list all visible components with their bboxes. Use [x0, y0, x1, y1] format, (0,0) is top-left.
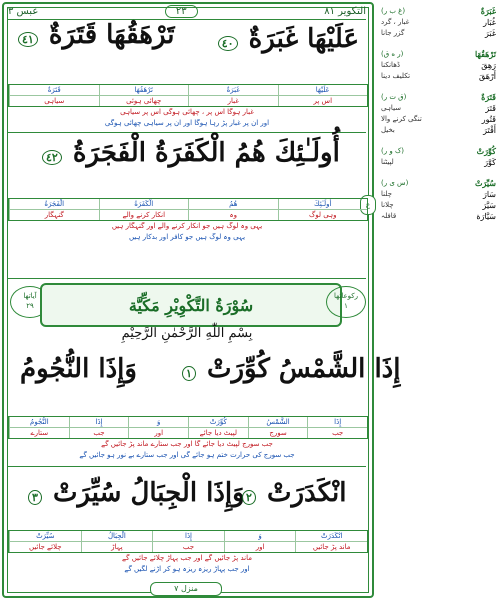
word-urdu: لپیٹ دیا جائے: [188, 428, 248, 438]
translation-literal: غبار ہوگا اس پر ، چھائی ہوگی اس پر سیاہی: [120, 108, 254, 116]
word-grid-3: [8, 416, 368, 439]
ayah-text: وَإِذَا الْجِبَالُ سُیِّرَتْ: [52, 478, 245, 508]
glossary-row: [381, 125, 496, 136]
glossary-meaning: بخیل: [381, 126, 395, 134]
glossary-root-row: [381, 6, 496, 17]
word-arabic: تَرْهَقُهَا: [99, 85, 189, 96]
ruku-count-badge: [326, 286, 366, 318]
ayah-line-1: [216, 24, 359, 54]
word-arabic: إِذَا: [69, 417, 129, 428]
glossary-meaning: گزر جانا: [381, 29, 405, 37]
glossary-meaning: (س ی ر): [381, 179, 409, 187]
ruku-value: ١: [344, 302, 348, 310]
glossary-row: [381, 211, 496, 222]
word-arabic: وَ: [224, 531, 296, 542]
ayah-text: انْكَدَرَتْ: [266, 478, 347, 508]
glossary-word: سَیَّرَ: [482, 201, 496, 210]
word-arabic: النُّجُومُ: [9, 417, 69, 428]
glossary-word: كَوَّرَ: [484, 158, 496, 167]
glossary-root-row: [381, 49, 496, 60]
word-urdu: وہی لوگ: [278, 210, 368, 220]
word-urdu: اور: [128, 428, 188, 438]
translation-literal: ماند پڑ جائیں گے اور جب پہاڑ چلائے جائیں گے: [122, 554, 252, 562]
word-urdu: سیاہی: [9, 96, 99, 106]
divider: [8, 132, 366, 133]
word-arabic: إِذَا: [152, 531, 224, 542]
glossary-word: أَقْتَرَ: [483, 126, 496, 135]
word-arabic: سُیِّرَتْ: [9, 531, 81, 542]
header-left: عبس ٣: [8, 5, 39, 17]
word-arabic: وَ: [128, 417, 188, 428]
glossary-meaning: ڈھانکنا: [381, 61, 401, 69]
glossary-row: [381, 17, 496, 28]
word-grid-4: [8, 530, 368, 553]
ruku-label: رکوعاتھا: [334, 292, 358, 300]
word-urdu: ماند پڑ جائیں: [295, 542, 367, 552]
glossary: [381, 6, 496, 222]
ayah-text: عَلَیْهَا غَبَرَةٌ: [248, 24, 359, 54]
word-urdu: اس پر: [278, 96, 368, 106]
surah-title: سُوْرَةُ التَّكْوِیْرِ مَكِّیَّة: [128, 295, 254, 315]
ayah-line-3: [20, 354, 137, 384]
word-arabic: الْفَجَرَةُ: [9, 199, 99, 210]
word-arabic: الْكَفَرَةُ: [99, 199, 189, 210]
ayah-line-3b: [180, 354, 400, 384]
translation-idiomatic: اور ان پر غبار پڑ رہا ہوگا اور ان پر سیاہی چھائی ہوگی: [104, 119, 270, 127]
translation-idiomatic: اور جب پہاڑ ریزہ ریزہ ہو کر اڑنے لگیں گے: [124, 565, 250, 573]
glossary-meaning: لپیٹنا: [381, 158, 394, 166]
translation-literal: جب سورج لپیٹ دیا جائے گا اور جب ستارے ماند پڑ جائیں گے: [101, 440, 273, 448]
glossary-meaning: تکلیف دینا: [381, 72, 411, 80]
word-arabic: انْكَدَرَتْ: [295, 531, 367, 542]
glossary-meaning: (ق ت ر): [381, 93, 407, 101]
bismillah: بِسْمِ اللّٰهِ الرَّحْمٰنِ الرَّحِیْمِ: [121, 326, 253, 341]
word-urdu: جب: [307, 428, 367, 438]
ayah-number: ٣: [28, 490, 42, 505]
ayah-number: ٤١: [18, 32, 38, 47]
ayah-number: ٢: [242, 490, 256, 505]
glossary-meaning: چلانا: [381, 201, 394, 209]
word-arabic: قَتَرَةٌ: [9, 85, 99, 96]
glossary-meaning: چلنا: [381, 190, 392, 198]
ayah-line-4: [26, 478, 245, 508]
translation-idiomatic: یہی وہ لوگ ہیں جو کافر اور بدکار ہیں: [128, 233, 246, 241]
ayah-number: ٤٢: [42, 150, 62, 165]
word-arabic: كُوِّرَتْ: [188, 417, 248, 428]
glossary-word: أَرْهَقَ: [479, 72, 496, 81]
glossary-meaning: سیاہی: [381, 104, 402, 112]
glossary-row: [381, 157, 496, 168]
glossary-meaning: تنگی کرنے والا: [381, 115, 422, 123]
ayat-label: آیاتھا: [23, 292, 37, 300]
glossary-row: [381, 103, 496, 114]
glossary-word: سُیِّرَتْ: [474, 178, 496, 188]
word-urdu: چلائے جائیں: [9, 542, 81, 552]
header-right: التکویر ٨١: [324, 5, 366, 17]
glossary-word: غَبَرَ: [484, 29, 496, 38]
page-number: ٢٣: [165, 5, 198, 18]
word-arabic: هُمُ: [188, 199, 278, 210]
word-grid-1: [8, 84, 368, 107]
word-arabic: الشَّمْسُ: [248, 417, 308, 428]
glossary-meaning: (ک و ر): [381, 147, 404, 155]
glossary-meaning: غبار ، گرد: [381, 18, 410, 26]
glossary-word: رَهِقَ: [481, 61, 496, 70]
glossary-word: كُوِّرَتْ: [476, 146, 496, 156]
glossary-row: [381, 114, 496, 125]
glossary-row: [381, 200, 496, 211]
glossary-word: غُبَار: [483, 18, 496, 27]
divider: [8, 278, 366, 279]
glossary-word: غَبَرَةٌ: [480, 6, 496, 16]
glossary-word: سَیَّارَة: [476, 212, 496, 221]
word-urdu: جب: [152, 542, 224, 552]
glossary-root-row: [381, 146, 496, 157]
ruku-marker: ع: [360, 195, 376, 215]
translation-idiomatic: جب سورج کی حرارت ختم ہو جائے گی اور جب ستارے بے نور ہو جائیں گے: [79, 451, 295, 459]
glossary-row: [381, 60, 496, 71]
word-urdu: جب: [69, 428, 129, 438]
word-urdu: اور: [224, 542, 296, 552]
word-urdu: گنہگار: [9, 210, 99, 220]
ayah-text: إِذَا الشَّمْسُ كُوِّرَتْ: [206, 354, 401, 384]
glossary-word: قَتَرَ: [485, 104, 496, 113]
ayah-number: ١: [182, 366, 196, 381]
glossary-word: قَتَرَةٌ: [481, 92, 496, 102]
glossary-root-row: [381, 92, 496, 103]
glossary-meaning: (ر ه ق): [381, 50, 404, 58]
word-arabic: إِذَا: [307, 417, 367, 428]
divider: [8, 466, 366, 467]
glossary-row: [381, 28, 496, 39]
surah-banner: [40, 283, 342, 327]
ayah-line-1b: [16, 20, 175, 50]
word-urdu: پہاڑ: [81, 542, 153, 552]
ayah-line-2: [40, 138, 340, 168]
page-header: [8, 3, 366, 20]
glossary-row: [381, 71, 496, 82]
word-arabic: الْجِبَالُ: [81, 531, 153, 542]
glossary-word: قَتُور: [481, 115, 496, 124]
ayah-number: ٤٠: [218, 36, 238, 51]
word-arabic: عَلَیْهَا: [278, 85, 368, 96]
ayah-line-4b: [240, 478, 346, 508]
word-urdu: غبار: [188, 96, 278, 106]
word-urdu: ستارے: [9, 428, 69, 438]
glossary-root-row: [381, 178, 496, 189]
ayah-text: وَإِذَا النُّجُومُ: [20, 354, 137, 384]
manzil-footer: منزل ٧: [150, 582, 222, 596]
word-urdu: چھائی ہوئی: [99, 96, 189, 106]
ayat-value: ٢٩: [26, 302, 34, 310]
translation-literal: یہی وہ لوگ ہیں جو انکار کرنے والے اور گنہگار ہیں: [111, 222, 263, 230]
ayah-text: أُولَـٰئِكَ هُمُ الْكَفَرَةُ الْفَجَرَةُ: [72, 138, 340, 168]
glossary-meaning: (غ ب ر): [381, 7, 406, 15]
word-urdu: وہ: [188, 210, 278, 220]
word-urdu: انکار کرنے والے: [99, 210, 189, 220]
ayah-text: تَرْهَقُهَا قَتَرَةٌ: [48, 20, 175, 50]
glossary-meaning: قافلہ: [381, 212, 397, 220]
word-grid-2: [8, 198, 368, 221]
glossary-row: [381, 189, 496, 200]
glossary-word: تَرْهَقُهَا: [474, 49, 496, 59]
glossary-word: سَارَ: [482, 190, 496, 199]
word-urdu: سورج: [248, 428, 308, 438]
word-arabic: أُولَـٰئِكَ: [278, 199, 368, 210]
word-arabic: غَبَرَةٌ: [188, 85, 278, 96]
